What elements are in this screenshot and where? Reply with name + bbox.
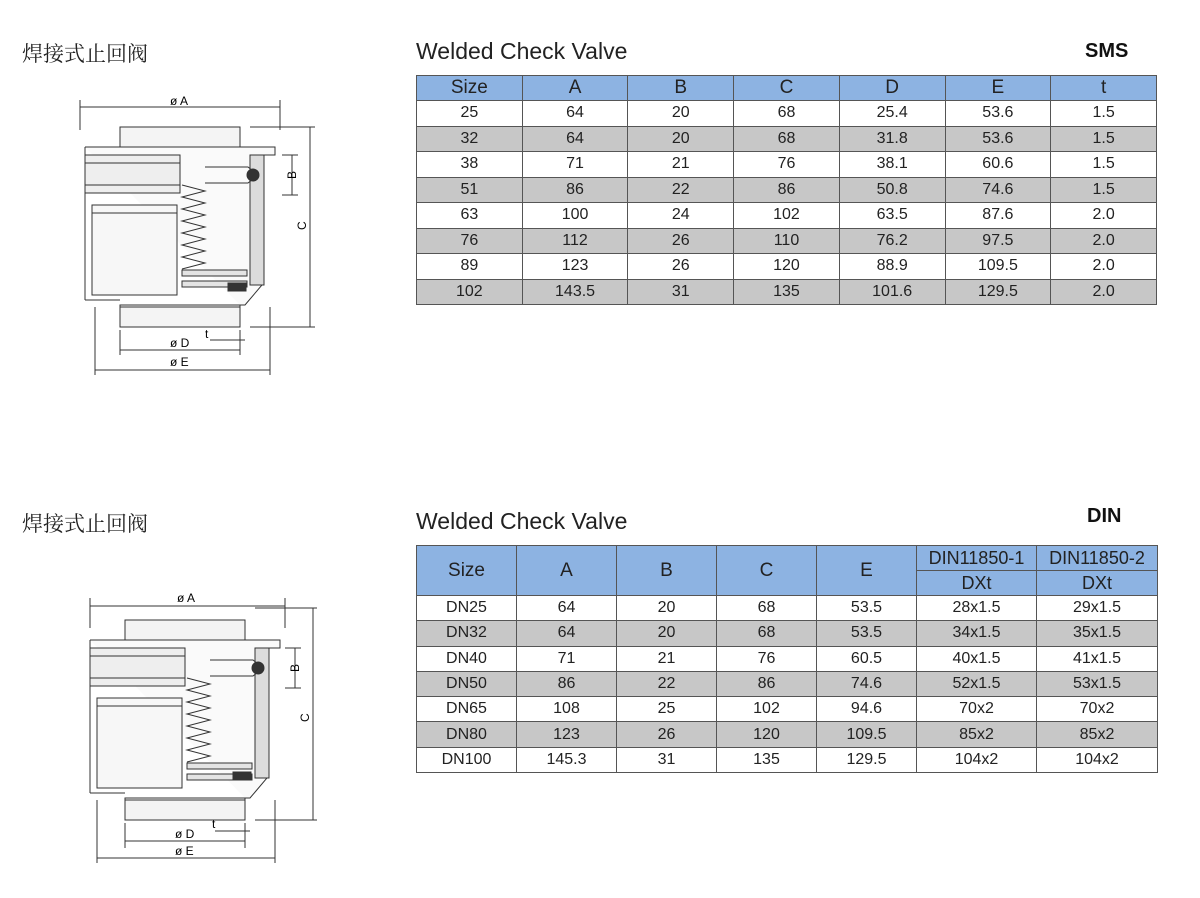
cell: 2.0 bbox=[1051, 279, 1157, 305]
table-row bbox=[417, 254, 1157, 280]
cell: 38.1 bbox=[839, 152, 945, 178]
cell: 71 bbox=[517, 646, 617, 671]
dimension-label-d: ø D bbox=[170, 336, 190, 350]
cell: 20 bbox=[617, 621, 717, 646]
table-row bbox=[417, 279, 1157, 305]
cell: 100 bbox=[522, 203, 628, 229]
cell: 20 bbox=[628, 126, 734, 152]
cell: 76 bbox=[717, 646, 817, 671]
table-row bbox=[417, 203, 1157, 229]
cell: 35x1.5 bbox=[1037, 621, 1158, 646]
section-2-valve-drawing bbox=[85, 588, 345, 873]
cell: 1.5 bbox=[1051, 101, 1157, 127]
cell: DN65 bbox=[417, 697, 517, 722]
section-1-standard-label: SMS bbox=[1085, 40, 1129, 62]
dimension-label-b: B bbox=[288, 663, 302, 672]
table-row bbox=[417, 101, 1157, 127]
cell: 34x1.5 bbox=[917, 621, 1037, 646]
header-d: D bbox=[839, 76, 945, 101]
cell: 63 bbox=[417, 203, 523, 229]
dimension-label-e: ø E bbox=[175, 844, 194, 858]
cell: 68 bbox=[717, 596, 817, 621]
cell: 123 bbox=[522, 254, 628, 280]
dimension-label-c: C bbox=[298, 713, 312, 722]
sms-dimensions-table bbox=[416, 75, 1157, 305]
cell: 74.6 bbox=[817, 671, 917, 696]
cell: 102 bbox=[417, 279, 523, 305]
cell: 86 bbox=[517, 671, 617, 696]
header-t: t bbox=[1051, 76, 1157, 101]
cell: 41x1.5 bbox=[1037, 646, 1158, 671]
dimension-label-d: ø D bbox=[175, 827, 195, 841]
din-dimensions-table bbox=[416, 545, 1158, 773]
cell: 85x2 bbox=[1037, 722, 1158, 747]
cell: 64 bbox=[517, 596, 617, 621]
cell: 1.5 bbox=[1051, 126, 1157, 152]
cell: 129.5 bbox=[945, 279, 1051, 305]
cell: 120 bbox=[734, 254, 840, 280]
cell: 2.0 bbox=[1051, 254, 1157, 280]
cell: 38 bbox=[417, 152, 523, 178]
cell: 32 bbox=[417, 126, 523, 152]
cell: 20 bbox=[628, 101, 734, 127]
section-1-chinese-title: 焊接式止回阀 bbox=[22, 43, 148, 66]
header-a: A bbox=[517, 546, 617, 596]
cell: 31 bbox=[628, 279, 734, 305]
cell: 53.5 bbox=[817, 596, 917, 621]
cell: 71 bbox=[522, 152, 628, 178]
cell: 25 bbox=[417, 101, 523, 127]
cell: 112 bbox=[522, 228, 628, 254]
cell: 68 bbox=[717, 621, 817, 646]
dimension-label-e: ø E bbox=[170, 355, 189, 369]
dimension-label-t: t bbox=[212, 817, 216, 831]
cell: 1.5 bbox=[1051, 177, 1157, 203]
cell: 28x1.5 bbox=[917, 596, 1037, 621]
cell: 94.6 bbox=[817, 697, 917, 722]
cell: 60.6 bbox=[945, 152, 1051, 178]
cell: 86 bbox=[522, 177, 628, 203]
cell: 70x2 bbox=[917, 697, 1037, 722]
cell: 76 bbox=[734, 152, 840, 178]
table-row bbox=[417, 697, 1158, 722]
cell: 53.6 bbox=[945, 126, 1051, 152]
cell: 40x1.5 bbox=[917, 646, 1037, 671]
cell: 70x2 bbox=[1037, 697, 1158, 722]
cell: 102 bbox=[734, 203, 840, 229]
cell: 87.6 bbox=[945, 203, 1051, 229]
cell: 68 bbox=[734, 101, 840, 127]
section-2-standard-label: DIN bbox=[1087, 505, 1122, 527]
cell: 26 bbox=[617, 722, 717, 747]
cell: 1.5 bbox=[1051, 152, 1157, 178]
header-c: C bbox=[734, 76, 840, 101]
cell: 104x2 bbox=[917, 747, 1037, 772]
header-size: Size bbox=[417, 546, 517, 596]
dimension-label-a: ø A bbox=[170, 95, 189, 108]
section-2-title: Welded Check Valve bbox=[416, 508, 628, 534]
cell: 26 bbox=[628, 254, 734, 280]
cell: 21 bbox=[628, 152, 734, 178]
table-row bbox=[417, 722, 1158, 747]
table-row bbox=[417, 126, 1157, 152]
cell: 63.5 bbox=[839, 203, 945, 229]
cell: 21 bbox=[617, 646, 717, 671]
cell: 20 bbox=[617, 596, 717, 621]
cell: 2.0 bbox=[1051, 228, 1157, 254]
cell: 53x1.5 bbox=[1037, 671, 1158, 696]
cell: 108 bbox=[517, 697, 617, 722]
cell: 50.8 bbox=[839, 177, 945, 203]
cell: 102 bbox=[717, 697, 817, 722]
dimension-label-a: ø A bbox=[177, 591, 196, 605]
section-1-title: Welded Check Valve bbox=[416, 38, 628, 64]
header-c: C bbox=[717, 546, 817, 596]
cell: 60.5 bbox=[817, 646, 917, 671]
cell: 76 bbox=[417, 228, 523, 254]
table-row bbox=[417, 621, 1158, 646]
table-row bbox=[417, 646, 1158, 671]
cell: DN40 bbox=[417, 646, 517, 671]
cell: 101.6 bbox=[839, 279, 945, 305]
header-din11850-1: DIN11850-1 bbox=[917, 546, 1037, 571]
table-row bbox=[417, 671, 1158, 696]
cell: 68 bbox=[734, 126, 840, 152]
dimension-label-t: t bbox=[205, 327, 209, 341]
subheader-dxt-2: DXt bbox=[1037, 571, 1158, 596]
cell: 64 bbox=[517, 621, 617, 646]
cell: 145.3 bbox=[517, 747, 617, 772]
section-1-valve-drawing bbox=[70, 95, 330, 380]
header-a: A bbox=[522, 76, 628, 101]
cell: 64 bbox=[522, 126, 628, 152]
cell: 29x1.5 bbox=[1037, 596, 1158, 621]
header-din11850-2: DIN11850-2 bbox=[1037, 546, 1158, 571]
cell: 53.5 bbox=[817, 621, 917, 646]
cell: 143.5 bbox=[522, 279, 628, 305]
subheader-dxt-1: DXt bbox=[917, 571, 1037, 596]
cell: 85x2 bbox=[917, 722, 1037, 747]
cell: 88.9 bbox=[839, 254, 945, 280]
cell: 26 bbox=[628, 228, 734, 254]
cell: 86 bbox=[734, 177, 840, 203]
cell: 24 bbox=[628, 203, 734, 229]
cell: 76.2 bbox=[839, 228, 945, 254]
cell: 25.4 bbox=[839, 101, 945, 127]
cell: DN32 bbox=[417, 621, 517, 646]
cell: 89 bbox=[417, 254, 523, 280]
cell: 97.5 bbox=[945, 228, 1051, 254]
cell: 135 bbox=[717, 747, 817, 772]
cell: 53.6 bbox=[945, 101, 1051, 127]
table-row bbox=[417, 596, 1158, 621]
cell: 25 bbox=[617, 697, 717, 722]
header-e: E bbox=[817, 546, 917, 596]
table-row bbox=[417, 177, 1157, 203]
cell: 64 bbox=[522, 101, 628, 127]
table-header-row bbox=[417, 76, 1157, 101]
cell: 22 bbox=[628, 177, 734, 203]
cell: 109.5 bbox=[817, 722, 917, 747]
header-b: B bbox=[628, 76, 734, 101]
cell: 74.6 bbox=[945, 177, 1051, 203]
cell: 51 bbox=[417, 177, 523, 203]
cell: 86 bbox=[717, 671, 817, 696]
cell: 129.5 bbox=[817, 747, 917, 772]
header-b: B bbox=[617, 546, 717, 596]
cell: 109.5 bbox=[945, 254, 1051, 280]
dimension-label-b: B bbox=[285, 170, 299, 179]
cell: 22 bbox=[617, 671, 717, 696]
cell: 52x1.5 bbox=[917, 671, 1037, 696]
cell: 31 bbox=[617, 747, 717, 772]
table-row bbox=[417, 152, 1157, 178]
cell: 135 bbox=[734, 279, 840, 305]
cell: 31.8 bbox=[839, 126, 945, 152]
cell: DN80 bbox=[417, 722, 517, 747]
cell: 2.0 bbox=[1051, 203, 1157, 229]
cell: 104x2 bbox=[1037, 747, 1158, 772]
table-header-row bbox=[417, 546, 1158, 571]
cell: 120 bbox=[717, 722, 817, 747]
cell: DN25 bbox=[417, 596, 517, 621]
cell: 123 bbox=[517, 722, 617, 747]
table-row bbox=[417, 747, 1158, 772]
cell: DN100 bbox=[417, 747, 517, 772]
dimension-label-c: C bbox=[295, 221, 309, 230]
cell: 110 bbox=[734, 228, 840, 254]
section-2-chinese-title: 焊接式止回阀 bbox=[22, 513, 148, 536]
table-row bbox=[417, 228, 1157, 254]
cell: DN50 bbox=[417, 671, 517, 696]
header-size: Size bbox=[417, 76, 523, 101]
header-e: E bbox=[945, 76, 1051, 101]
